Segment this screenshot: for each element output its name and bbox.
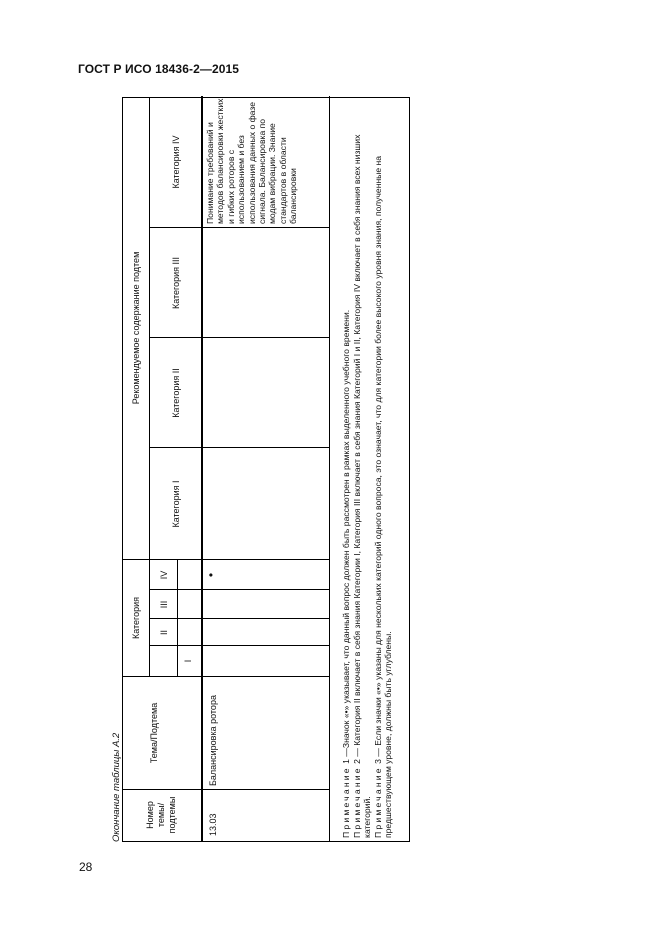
- notes-top-rule: [329, 96, 330, 841]
- header-sub-cat-iv: Категория IV: [171, 135, 181, 189]
- document-header: ГОСТ Р ИСО 18436-2—2015: [78, 62, 240, 76]
- header-level-iii: III: [159, 600, 169, 609]
- header-category: Категория: [131, 596, 141, 640]
- page-number: 28: [79, 860, 93, 874]
- header-sub-cat-iii: Категория III: [171, 256, 181, 310]
- col-divider: [149, 618, 329, 619]
- header-topic: Тема/Подтема: [149, 702, 159, 764]
- note-2: [352, 100, 373, 838]
- header-level-i: I: [183, 659, 193, 663]
- table-notes: [341, 100, 394, 838]
- note-label: Примечание: [351, 766, 362, 838]
- note-label: Примечание: [341, 766, 351, 838]
- col-divider: [149, 589, 329, 590]
- header-bottom-rule: [201, 96, 203, 841]
- note-3-text: 3 — Если значки «•» указаны для нескольких категорий одного вопроса, это означает, что для категории более высокого уровня знания, полученные на предшествующем уровне, должны быть углублены.: [372, 155, 394, 838]
- header-recommended: Рекомендуемое содержание подтем: [131, 251, 141, 405]
- note-1-text: 1 —Значок «•» указывает, что данный вопрос должен быть рассмотрен в рамках выделенного учебного времени.: [341, 309, 351, 767]
- row-topic: Балансировка ротора: [208, 695, 218, 786]
- note-2-text: 2 — Категория II включает в себя знания Категории I, Категория III включает в себя знания Категорий I и II, Категория IV включает в себя знания всех низших категорий.: [351, 134, 373, 838]
- col-divider: [123, 676, 329, 677]
- header-sub-cat-i: Категория I: [171, 480, 181, 528]
- col-divider: [123, 789, 329, 790]
- row-divider: [149, 97, 150, 560]
- note-1: [341, 100, 352, 838]
- col-divider: [149, 227, 329, 228]
- note-3: [373, 100, 394, 838]
- col-divider: [149, 645, 329, 646]
- row-content-iv: Понимание требований и методов балансировки жестких и гибких роторов с использованием и без использования данных о фазе сигнала. Балансировка по модам вибрации. Знание стандартов в области балансировки: [205, 98, 299, 224]
- header-number: Номер темы/ подтемы: [145, 796, 177, 834]
- table-caption: Окончание таблицы А.2: [111, 732, 122, 842]
- row-divider: [177, 560, 178, 677]
- header-level-iv: IV: [159, 570, 169, 580]
- data-table: [122, 97, 410, 842]
- row-number: 13.03: [208, 813, 218, 836]
- header-sub-cat-ii: Категория II: [171, 368, 181, 418]
- rotated-table-page: [111, 97, 396, 842]
- col-divider: [123, 559, 329, 560]
- row-divider: [149, 560, 150, 677]
- col-divider: [149, 337, 329, 338]
- row-mark-iv: •: [204, 572, 218, 578]
- header-level-ii: II: [159, 630, 169, 636]
- note-label: Примечание: [372, 766, 383, 838]
- col-divider: [149, 447, 329, 448]
